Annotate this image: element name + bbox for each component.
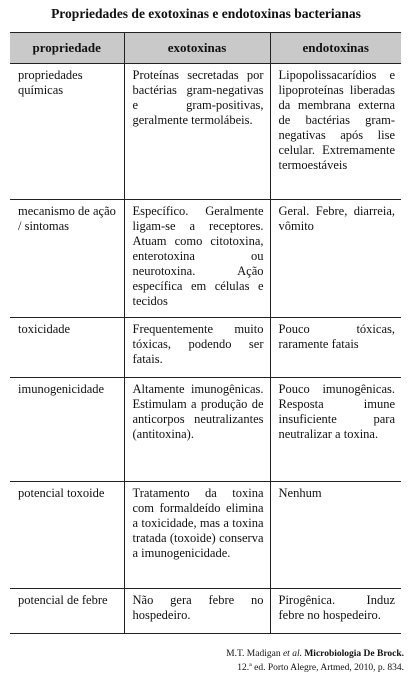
table-row: [10, 64, 401, 200]
exotoxins-cell: Tratamento da toxina com formaldeído elimina a toxicidade, mas a toxina tratada (toxoide) conserva a imunogenicidade.: [124, 482, 270, 589]
endotoxins-cell: Nenhum: [270, 482, 401, 589]
citation-author: [226, 649, 404, 659]
table-title: Propriedades de exotoxinas e endotoxinas bacterianas: [51, 6, 361, 21]
endotoxins-cell: Pirogênica. Induz febre no hospedeiro.: [270, 589, 401, 634]
header-exotoxins: exotoxinas: [124, 33, 270, 64]
header-property: propriedade: [10, 33, 124, 64]
property-cell: toxicidade: [10, 318, 124, 378]
exotoxins-cell: Altamente imunogênicas. Estimulam a produção de anticorpos neutralizantes (antitoxina).: [124, 378, 270, 482]
property-cell: mecanismo de ação / sintomas: [10, 200, 124, 318]
exotoxins-cell: Específico. Geralmente ligam-se a receptores. Atuam como citotoxina, enterotoxina ou neurotoxina. Ação específica em células e tecidos: [124, 200, 270, 318]
citation-author-name: M.T. Madigan: [226, 649, 283, 659]
citation-edition: 12.ª ed. Porto Alegre, Artmed, 2010, p. 834.: [237, 663, 404, 673]
header-row: [10, 33, 401, 64]
citation-etal: et al.: [282, 649, 302, 659]
table-row: [10, 200, 401, 318]
exotoxins-cell: Não gera febre no hospedeiro.: [124, 589, 270, 634]
table-row: [10, 482, 401, 589]
table-row: [10, 378, 401, 482]
endotoxins-cell: Geral. Febre, diarreia, vômito: [270, 200, 401, 318]
property-cell: imunogenicidade: [10, 378, 124, 482]
exotoxins-cell: Proteínas secretadas por bactérias gram-negativas e gram-positivas, geralmente termolábeis.: [124, 64, 270, 200]
property-cell: propriedades químicas: [10, 64, 124, 200]
exotoxins-cell: Frequentemente muito tóxicas, podendo ser fatais.: [124, 318, 270, 378]
property-cell: potencial toxoide: [10, 482, 124, 589]
header-endotoxins: endotoxinas: [270, 33, 401, 64]
endotoxins-cell: Pouco tóxicas, raramente fatais: [270, 318, 401, 378]
endotoxins-cell: Lipopolissacarídios e lipoproteínas liberadas da membrana externa de bactérias gram-negativas após lise celular. Extremamente termoestáveis: [270, 64, 401, 200]
table-row: [10, 318, 401, 378]
table-row: [10, 589, 401, 634]
toxins-table: [10, 32, 401, 634]
property-cell: potencial de febre: [10, 589, 124, 634]
endotoxins-cell: Pouco imunogênicas. Resposta imune insuficiente para neutralizar a toxina.: [270, 378, 401, 482]
citation-book-title: Microbiologia De Brock.: [301, 649, 404, 659]
